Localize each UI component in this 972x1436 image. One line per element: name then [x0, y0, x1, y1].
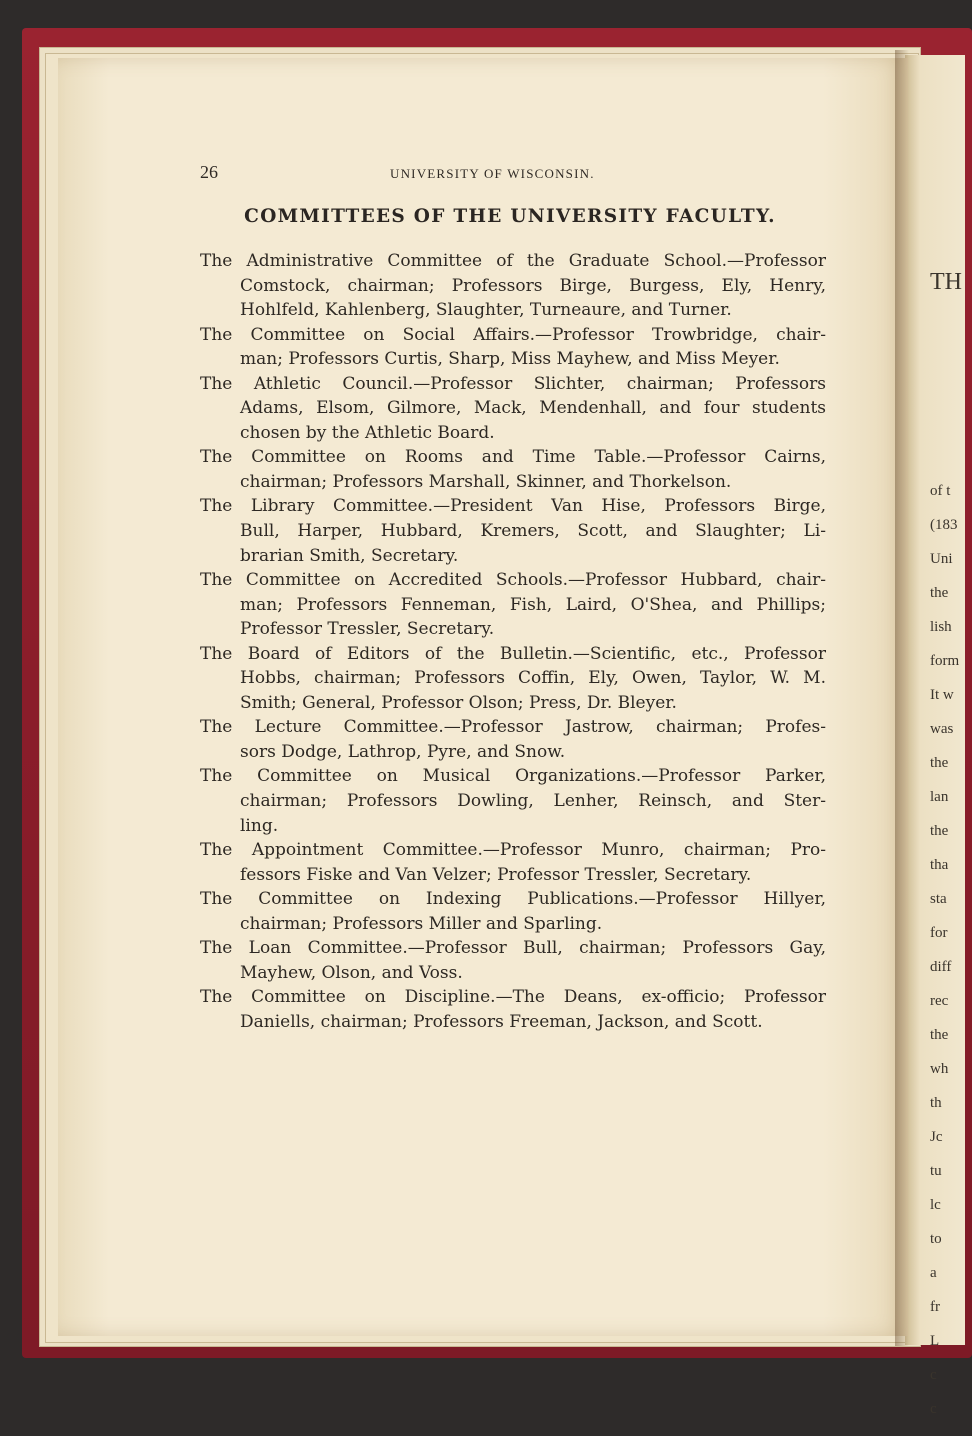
facing-page-text	[930, 270, 960, 1436]
page-title: COMMITTEES OF THE UNIVERSITY FACULTY.	[244, 206, 776, 227]
text-line: Hohlfeld, Kahlenberg, Slaughter, Turneaure, and Turner.	[240, 300, 732, 321]
facing-fragment: rec	[930, 993, 949, 1009]
text-line: The Athletic Council.—Professor Slichter, chairman; Professors	[200, 373, 826, 394]
facing-fragment: tu	[930, 1163, 942, 1179]
page-header	[200, 162, 836, 186]
committee-list	[200, 249, 826, 1035]
text-line: The Library Committee.—President Van Hise, Professors Birge,	[200, 496, 826, 517]
facing-fragment: for	[930, 925, 948, 941]
facing-fragment: lish	[930, 619, 952, 635]
facing-fragment: the	[930, 755, 949, 771]
text-line: chairman; Professors Miller and Sparling.	[240, 913, 603, 934]
text-line: The Committee on Social Affairs.—Professor Trowbridge, chair-	[200, 324, 826, 345]
facing-fragment: of t	[930, 483, 951, 499]
facing-fragment: lc	[930, 1197, 941, 1213]
text-line: chairman; Professors Dowling, Lenher, Reinsch, and Ster-	[240, 791, 826, 812]
text-line: The Committee on Accredited Schools.—Professor Hubbard, chair-	[200, 570, 826, 591]
text-line: The Appointment Committee.—Professor Munro, chairman; Pro-	[200, 840, 826, 861]
facing-fragment: form	[930, 653, 960, 669]
facing-fragment: to	[930, 1231, 942, 1247]
text-line: The Committee on Musical Organizations.—Professor Parker,	[200, 766, 826, 787]
text-line: The Board of Editors of the Bulletin.—Scientific, etc., Professor	[200, 643, 826, 664]
text-line: brarian Smith, Secretary.	[240, 545, 459, 566]
facing-fragment: c	[930, 1401, 937, 1417]
text-line: fessors Fiske and Van Velzer; Professor Tressler, Secretary.	[240, 864, 752, 885]
text-line: The Committee on Discipline.—The Deans, ex-officio; Professor	[200, 987, 826, 1008]
text-line: man; Professors Curtis, Sharp, Miss Mayhew, and Miss Meyer.	[240, 349, 780, 370]
facing-fragment: the	[930, 823, 949, 839]
text-line: Mayhew, Olson, and Voss.	[240, 962, 463, 983]
facing-fragment: Jc	[930, 1129, 943, 1145]
facing-fragment: diff	[930, 959, 952, 975]
facing-fragment: the	[930, 1027, 949, 1043]
facing-fragment: c	[930, 1367, 937, 1383]
facing-fragment: the	[930, 585, 949, 601]
text-line: The Committee on Rooms and Time Table.—Professor Cairns,	[200, 447, 826, 468]
facing-fragment: sta	[930, 891, 947, 907]
text-line: man; Professors Fenneman, Fish, Laird, O'Shea, and Phillips;	[240, 594, 826, 615]
page-number: 26	[200, 162, 218, 182]
text-line: sors Dodge, Lathrop, Pyre, and Snow.	[240, 741, 566, 762]
facing-fragment: lan	[930, 789, 949, 805]
text-line: chosen by the Athletic Board.	[240, 422, 495, 443]
text-line: ling.	[240, 815, 279, 836]
text-line: Bull, Harper, Hubbard, Kremers, Scott, and Slaughter; Li-	[240, 521, 826, 542]
text-line: Comstock, chairman; Professors Birge, Burgess, Ely, Henry,	[240, 275, 826, 296]
facing-fragment: a	[930, 1265, 937, 1281]
text-line: Hobbs, chairman; Professors Coffin, Ely, Owen, Taylor, W. M.	[240, 668, 826, 689]
text-line: The Loan Committee.—Professor Bull, chairman; Professors Gay,	[200, 938, 826, 959]
facing-fragment: wh	[930, 1061, 949, 1077]
running-head: UNIVERSITY OF WISCONSIN.	[390, 166, 595, 181]
facing-fragment: (183	[930, 517, 958, 533]
facing-fragment: L	[930, 1333, 940, 1349]
book-gutter	[895, 50, 909, 1346]
facing-fragment: tha	[930, 857, 949, 873]
facing-fragment: It w	[930, 687, 954, 703]
facing-fragment: th	[930, 1095, 942, 1111]
text-line: Daniells, chairman; Professors Freeman, Jackson, and Scott.	[240, 1011, 763, 1032]
facing-fragment: was	[930, 721, 954, 737]
text-line: The Administrative Committee of the Graduate School.—Professor	[200, 251, 826, 271]
text-line: chairman; Professors Marshall, Skinner, and Thorkelson.	[240, 471, 732, 492]
text-line: The Committee on Indexing Publications.—Professor Hillyer,	[200, 889, 826, 910]
text-line: Adams, Elsom, Gilmore, Mack, Mendenhall, and four students	[240, 398, 826, 419]
facing-fragment: fr	[930, 1299, 940, 1315]
text-line: Professor Tressler, Secretary.	[240, 619, 495, 640]
text-line: The Lecture Committee.—Professor Jastrow, chairman; Profes-	[200, 717, 826, 738]
text-line: Smith; General, Professor Olson; Press, Dr. Bleyer.	[240, 692, 677, 713]
facing-fragment: Uni	[930, 551, 953, 567]
facing-fragment: TH	[930, 269, 962, 295]
